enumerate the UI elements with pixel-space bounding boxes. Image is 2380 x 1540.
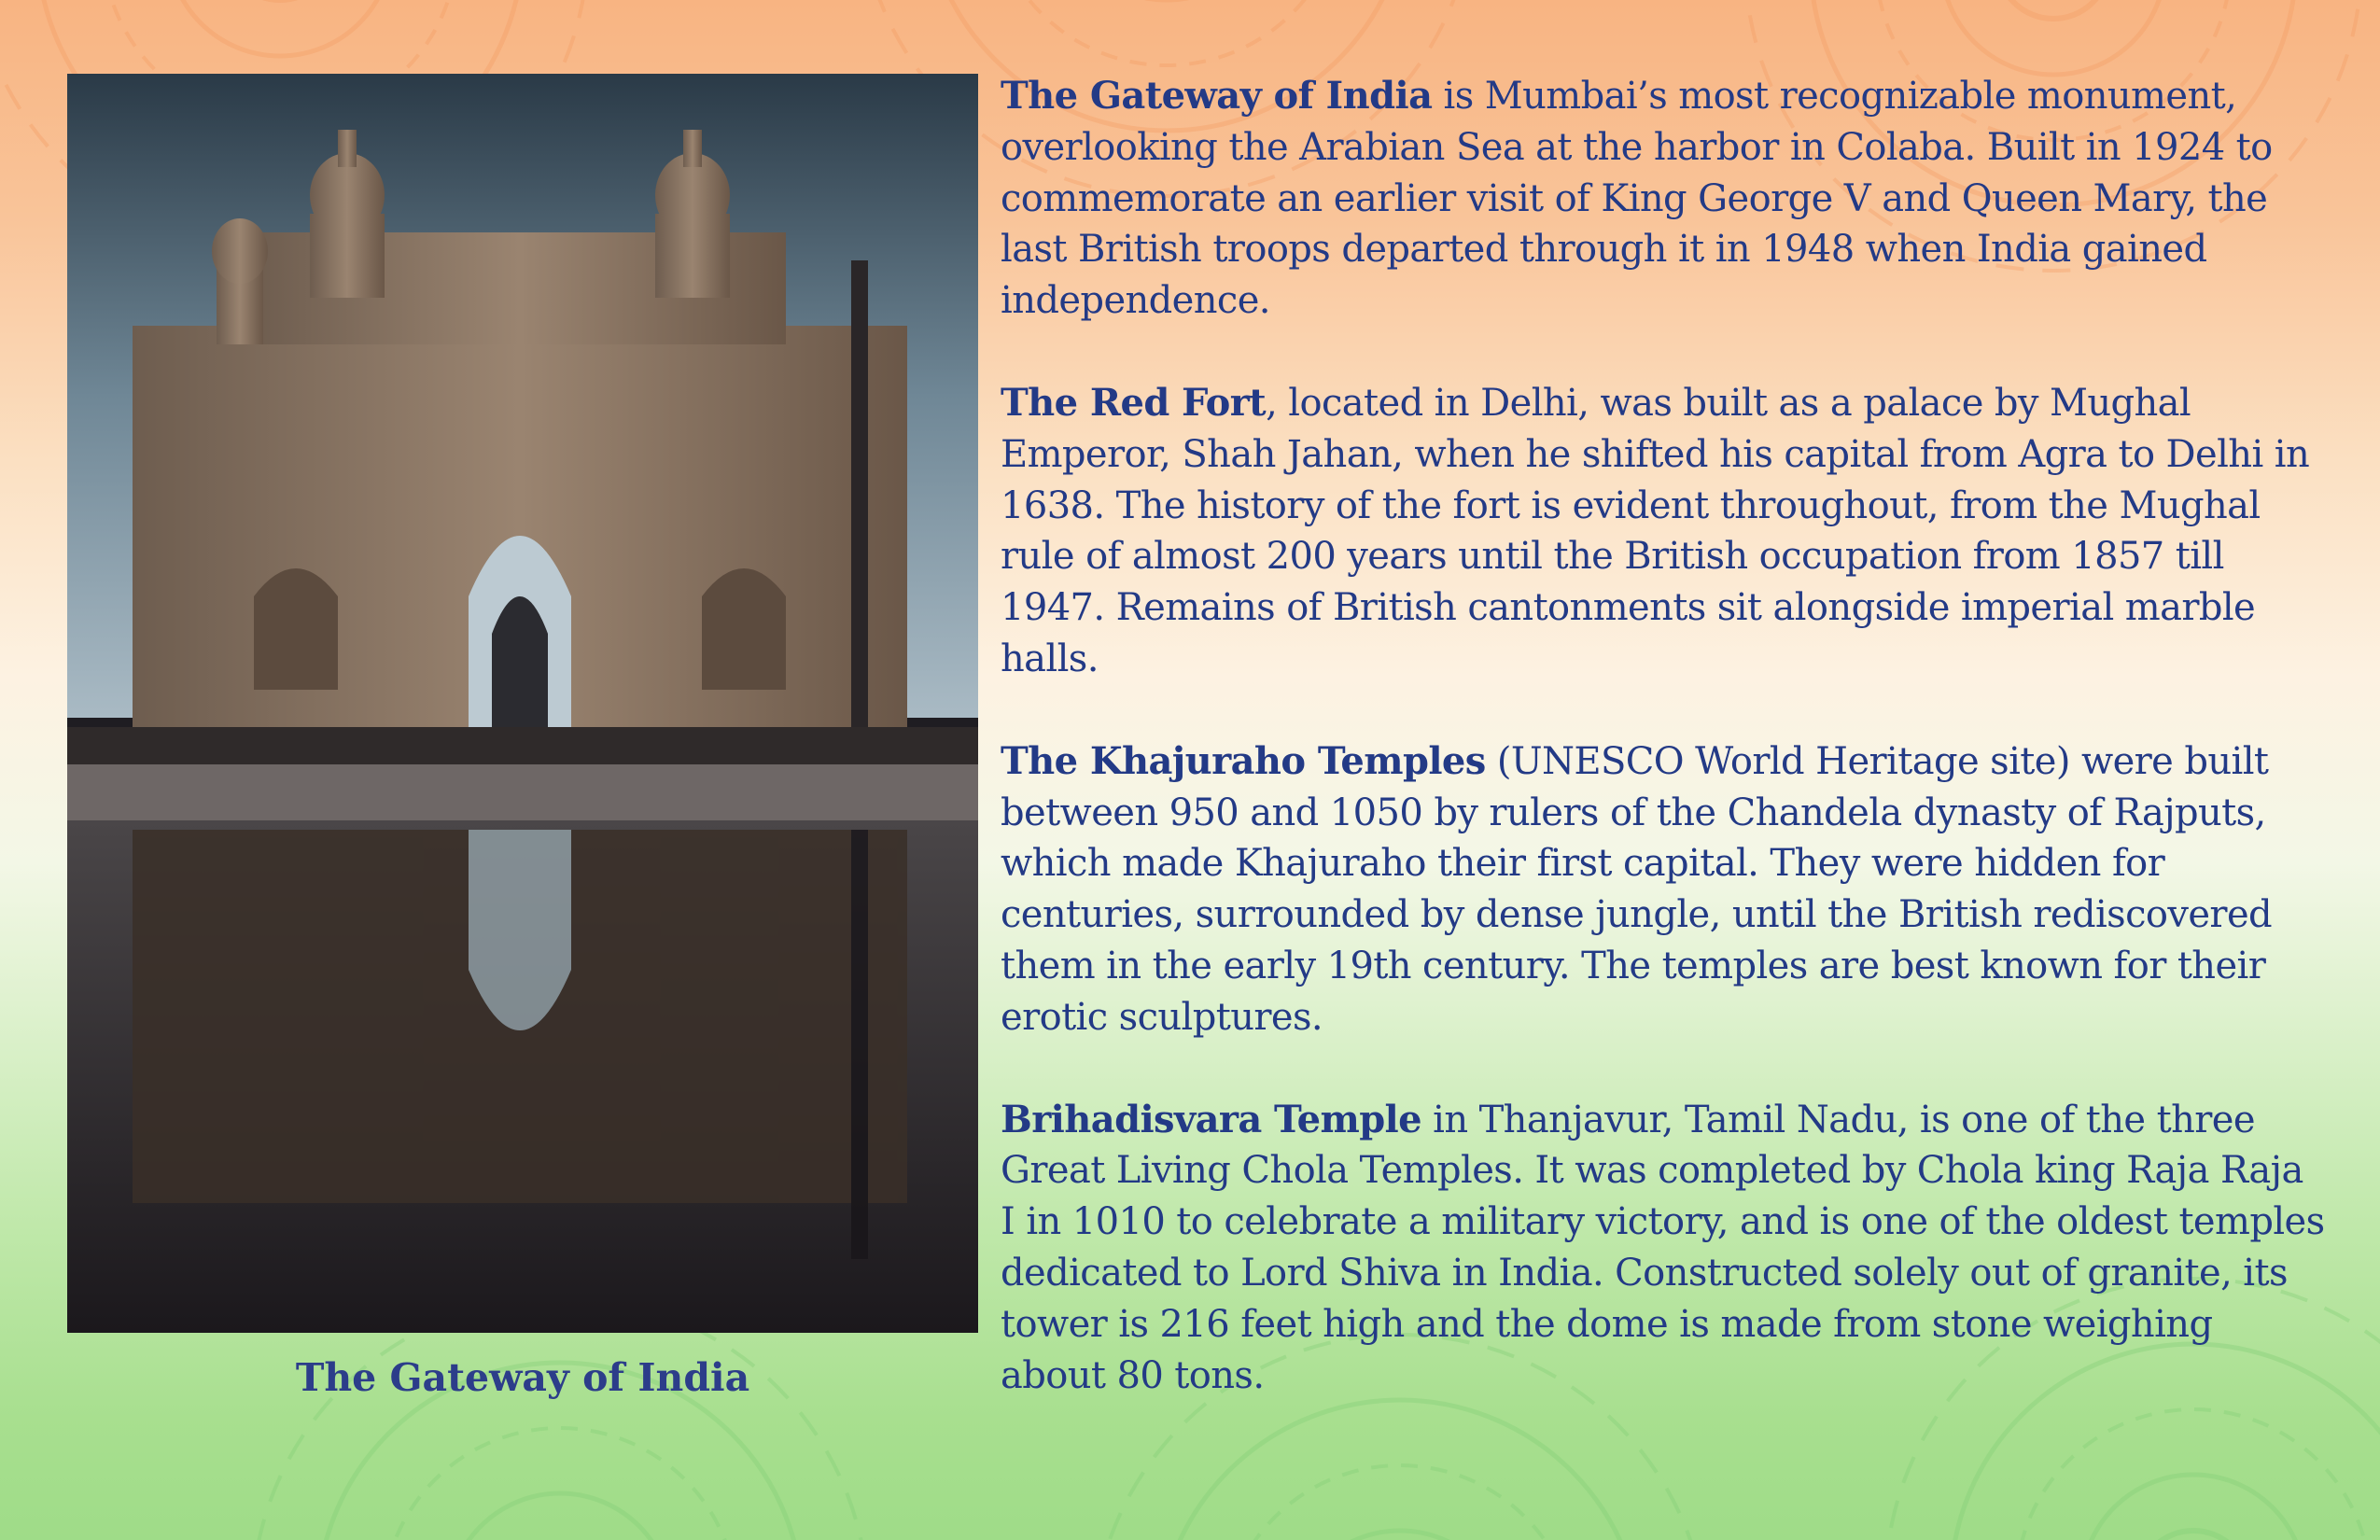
landmark-description: , located in Delhi, was built as a palace by Mughal Emperor, Shah Jahan, when he shifted his capital from Agra to Delhi in 1638. The history of the fort is evident throughout, from the Mughal rule of almost 200 years until the British occupation from 1857 till 1947. Remains of British cantonments sit alongside imperial marble halls. — [1001, 381, 2310, 680]
gateway-of-india-photo — [67, 74, 978, 1333]
landmark-name: The Khajuraho Temples — [1001, 738, 1486, 783]
landmark-description: in Thanjavur, Tamil Nadu, is one of the three Great Living Chola Temples. It was completed by Chola king Raja Raja I in 1010 to celebrate a military victory, and is one of the oldest temples dedicated to Lord Shiva in India. Constructed solely out of granite, its tower is 216 feet high and the dome is made from stone weighing about 80 tons. — [1001, 1098, 2325, 1397]
paragraph-khajuraho-temples — [1001, 736, 2326, 1043]
landmark-descriptions — [1001, 71, 2326, 1452]
gateway-photo-illustration — [67, 74, 978, 1333]
paragraph-red-fort — [1001, 378, 2326, 685]
landmark-description: is Mumbai’s most recognizable monument, overlooking the Arabian Sea at the harbor in Colaba. Built in 1924 to commemorate an earlier visit of King George V and Queen Mary, the last British troops departed through it in 1948 when India gained independence. — [1001, 75, 2273, 323]
paragraph-gateway-of-india — [1001, 71, 2326, 327]
paragraph-brihadisvara-temple — [1001, 1095, 2326, 1402]
landmark-description: (UNESCO World Heritage site) were built between 950 and 1050 by rulers of the Chandela dynasty of Rajputs, which made Khajuraho their first capital. They were hidden for centuries, surrounded by dense jungle, until the British rediscovered them in the early 19th century. The temples are best known for their erotic sculptures. — [1001, 739, 2273, 1039]
landmark-name: The Red Fort — [1001, 380, 1267, 425]
landmark-name: The Gateway of India — [1001, 74, 1433, 118]
landmark-name: Brihadisvara Temple — [1001, 1097, 1422, 1141]
photo-caption: The Gateway of India — [295, 1355, 750, 1400]
